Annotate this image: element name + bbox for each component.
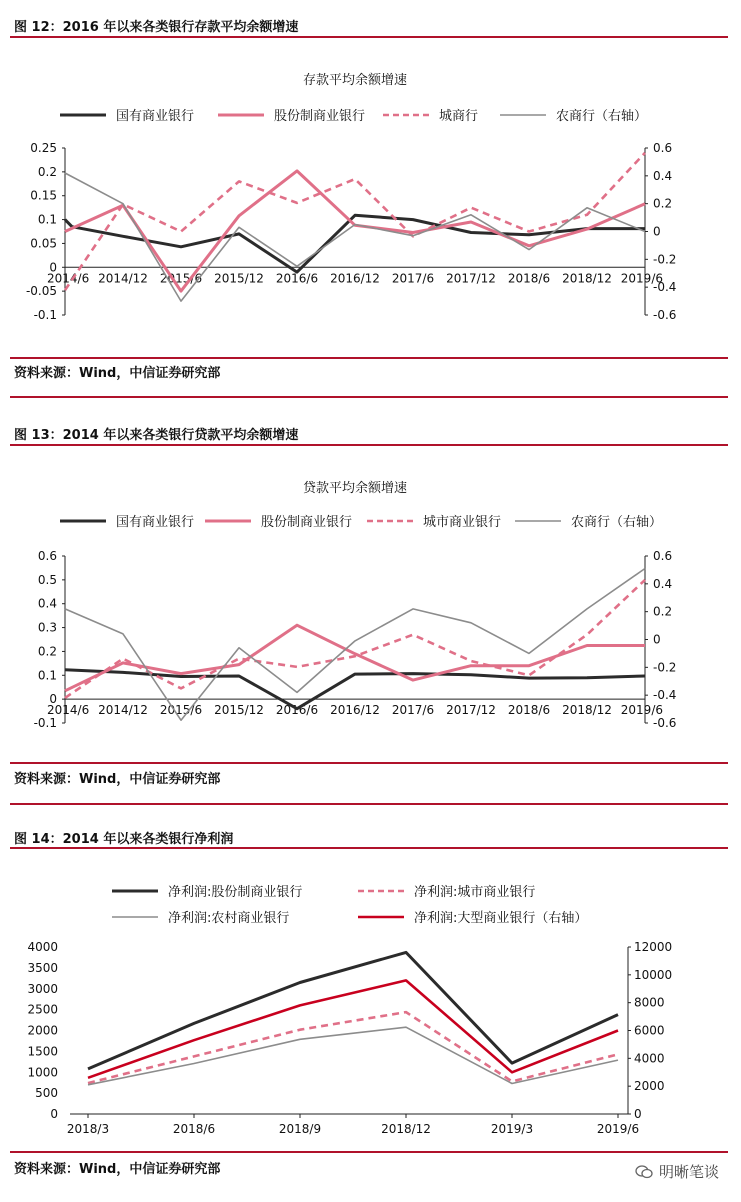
y2-tick-label: -0.6 <box>653 716 677 730</box>
series-line-1 <box>88 1012 618 1083</box>
chart-title: 贷款平均余额增速 <box>302 481 408 496</box>
y-tick-label: 0 <box>49 260 57 275</box>
y-tick-label: 0.15 <box>30 188 57 203</box>
x-tick-label: 2018/6 <box>172 1122 216 1136</box>
wechat-icon <box>635 1165 653 1179</box>
y2-tick-label: 8000 <box>634 995 665 1010</box>
legend-label-0: 净利润:股份制商业银行 <box>168 885 303 900</box>
y2-tick-label: 0.2 <box>653 196 673 211</box>
x-tick-label: 2017/12 <box>446 271 496 286</box>
legend-label-1: 净利润:城市商业银行 <box>414 885 536 900</box>
y-tick-label: 4000 <box>27 940 58 954</box>
x-tick-label: 2018/6 <box>507 703 551 718</box>
y-tick-label: 2500 <box>27 1002 58 1017</box>
source-note: 资料来源：Wind，中信证券研究部 <box>14 772 221 787</box>
x-tick-label: 2014/12 <box>98 271 148 286</box>
x-tick-label: 2016/12 <box>330 271 380 286</box>
x-tick-label: 2018/12 <box>562 271 612 286</box>
x-tick-label: 2018/12 <box>562 703 612 718</box>
legend-label-2: 城市商业银行 <box>423 515 502 530</box>
legend-label-2: 净利润:农村商业银行 <box>168 911 290 926</box>
y2-tick-label: 4000 <box>634 1051 665 1066</box>
source-bottom-rule <box>10 396 728 398</box>
x-tick-label: 2018/3 <box>66 1122 110 1136</box>
source-note: 资料来源：Wind，中信证券研究部 <box>14 366 221 381</box>
y2-tick-label: -0.2 <box>653 252 677 267</box>
y2-tick-label: 0 <box>634 1107 642 1121</box>
legend-label-1: 股份制商业银行 <box>261 515 353 530</box>
x-tick-label: 2014/6 <box>47 703 90 718</box>
y2-tick-label: 0.6 <box>653 141 673 155</box>
x-tick-label: 2019/6 <box>596 1122 640 1136</box>
y2-tick-label: 0 <box>653 632 661 647</box>
x-tick-label: 2014/6 <box>47 271 90 286</box>
y-tick-label: 0.2 <box>37 644 57 659</box>
y2-tick-label: 0 <box>653 224 661 239</box>
y2-tick-label: -0.4 <box>653 280 677 295</box>
series-line-3 <box>88 980 618 1077</box>
figure-title: 图 12：2016 年以来各类银行存款平均余额增速 <box>14 20 299 35</box>
y-tick-label: 0.05 <box>30 236 57 251</box>
figure-title: 图 14：2014 年以来各类银行净利润 <box>14 832 234 847</box>
title-rule <box>10 847 728 849</box>
x-tick-label: 2015/12 <box>214 703 264 718</box>
source-top-rule <box>10 1151 728 1153</box>
y-tick-label: 500 <box>35 1086 58 1101</box>
series-line-2 <box>65 580 645 698</box>
legend-label-2: 城商行 <box>439 109 479 124</box>
legend-label-3: 农商行（右轴） <box>571 515 663 530</box>
legend-label-0: 国有商业银行 <box>116 515 195 530</box>
watermark-text: 明晰笔谈 <box>658 1163 719 1181</box>
x-tick-label: 2017/12 <box>446 703 496 718</box>
deposit-growth-chart <box>0 40 741 360</box>
figure-14 <box>0 820 741 1202</box>
y-tick-label: 0.1 <box>37 668 57 683</box>
legend-label-1: 股份制商业银行 <box>274 109 366 124</box>
x-tick-label: 2016/6 <box>275 271 319 286</box>
title-rule <box>10 444 728 446</box>
net-profit-chart <box>0 851 741 1171</box>
x-tick-label: 2017/6 <box>391 271 435 286</box>
y2-tick-label: 12000 <box>634 940 673 954</box>
y-tick-label: 0.1 <box>37 212 57 227</box>
y2-tick-label: 6000 <box>634 1023 665 1038</box>
y-tick-label: 0.3 <box>37 620 57 635</box>
y-tick-label: -0.05 <box>25 284 57 299</box>
y-tick-label: 0 <box>50 1107 58 1121</box>
y-tick-label: -0.1 <box>33 716 57 730</box>
x-tick-label: 2016/6 <box>275 703 319 718</box>
x-tick-label: 2014/12 <box>98 703 148 718</box>
legend-label-3: 农商行（右轴） <box>556 109 648 124</box>
y2-tick-label: -0.2 <box>653 660 677 675</box>
figure-13 <box>0 416 741 816</box>
x-tick-label: 2016/12 <box>330 703 380 718</box>
source-bottom-rule <box>10 803 728 805</box>
chart-title: 存款平均余额增速 <box>302 73 408 88</box>
series-line-2 <box>65 153 645 290</box>
y-tick-label: 3000 <box>27 981 58 996</box>
y-tick-label: 0.5 <box>37 572 57 587</box>
legend-label-0: 国有商业银行 <box>116 109 195 124</box>
series-line-0 <box>88 952 618 1069</box>
y-tick-label: 1000 <box>27 1065 58 1080</box>
source-note: 资料来源：Wind，中信证券研究部 <box>14 1162 221 1177</box>
figure-title: 图 13：2014 年以来各类银行贷款平均余额增速 <box>14 428 299 443</box>
x-tick-label: 2018/9 <box>278 1122 322 1136</box>
x-tick-label: 2018/6 <box>507 271 551 286</box>
x-tick-label: 2018/12 <box>381 1122 431 1136</box>
x-tick-label: 2015/6 <box>159 271 203 286</box>
series-line-3 <box>65 569 645 721</box>
legend-label-3: 净利润:大型商业银行（右轴） <box>414 911 588 926</box>
y-tick-label: 2000 <box>27 1023 58 1038</box>
source-top-rule <box>10 762 728 764</box>
y2-tick-label: 10000 <box>634 967 673 982</box>
y-tick-label: 1500 <box>27 1044 58 1059</box>
y2-tick-label: -0.4 <box>653 688 677 703</box>
x-tick-label: 2017/6 <box>391 703 435 718</box>
y2-tick-label: 0.6 <box>653 549 673 563</box>
watermark <box>635 1161 719 1182</box>
y-tick-label: 0 <box>49 692 57 707</box>
y-tick-label: 0.25 <box>30 141 57 155</box>
y2-tick-label: 2000 <box>634 1079 665 1094</box>
y-tick-label: 0.2 <box>37 164 57 179</box>
y2-tick-label: 0.2 <box>653 604 673 619</box>
x-tick-label: 2015/6 <box>159 703 203 718</box>
x-tick-label: 2019/3 <box>490 1122 534 1136</box>
x-tick-label: 2019/6 <box>620 703 663 718</box>
loan-growth-chart <box>0 448 741 768</box>
y-tick-label: 0.4 <box>37 596 57 611</box>
y-tick-label: -0.1 <box>33 308 57 322</box>
source-top-rule <box>10 357 728 359</box>
y2-tick-label: -0.6 <box>653 308 677 322</box>
y-tick-label: 3500 <box>27 960 58 975</box>
x-tick-label: 2015/12 <box>214 271 264 286</box>
title-rule <box>10 36 728 38</box>
series-line-1 <box>65 625 645 691</box>
figure-12 <box>0 0 741 400</box>
y2-tick-label: 0.4 <box>653 576 673 591</box>
y2-tick-label: 0.4 <box>653 168 673 183</box>
y-tick-label: 0.6 <box>37 549 57 563</box>
x-tick-label: 2019/6 <box>620 271 663 286</box>
